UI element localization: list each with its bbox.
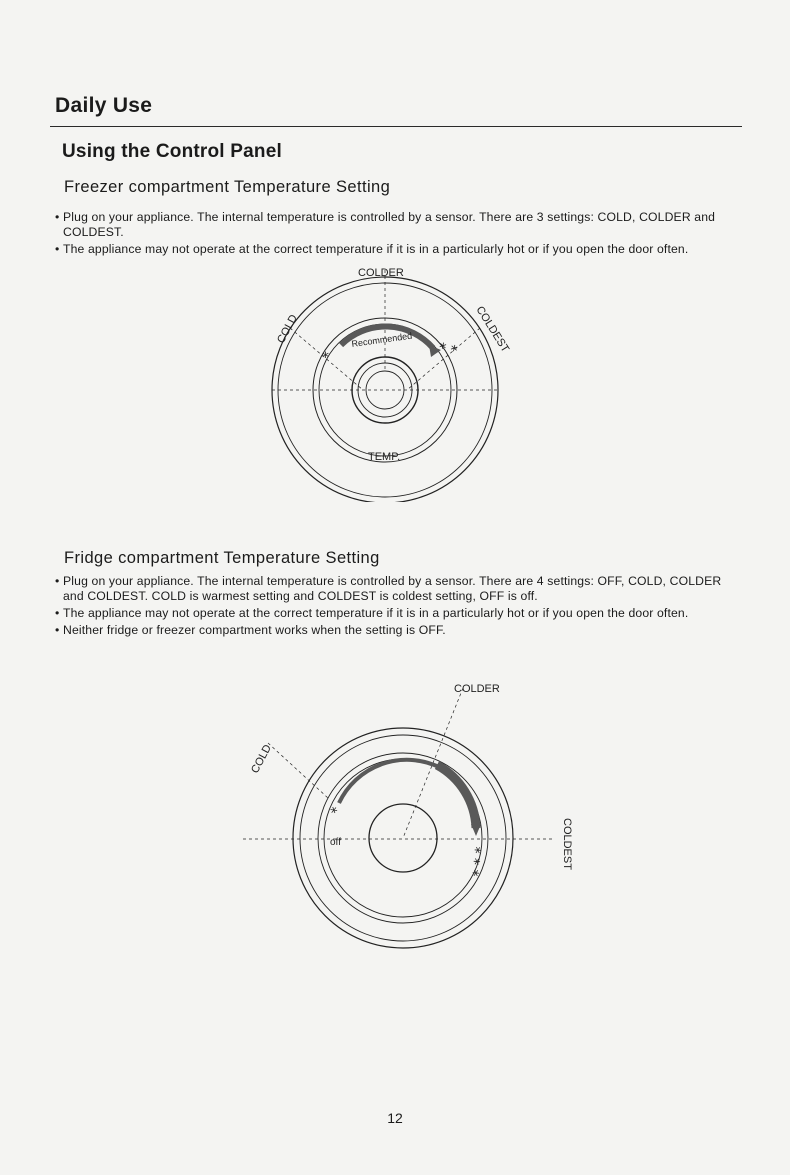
section-title: Daily Use: [55, 94, 153, 117]
fridge-dial-guide-line: [268, 743, 328, 798]
fridge-heading: Fridge compartment Temperature Setting: [64, 549, 380, 567]
page-number: 12: [387, 1110, 403, 1126]
freezer-label-colder: COLDER: [358, 267, 404, 279]
fridge-dial-ring: [318, 753, 488, 923]
control-panel-heading: Using the Control Panel: [62, 141, 282, 162]
freezer-mark-coldest: * *: [437, 340, 459, 360]
fridge-dial-knob: [369, 804, 437, 872]
fridge-setting-arc-wide: [437, 765, 476, 828]
fridge-bullet-list: [55, 574, 725, 640]
fridge-label-cold: COLD: [249, 742, 274, 776]
freezer-label-cold: COLD: [275, 312, 300, 346]
fridge-label-coldest: COLDEST: [561, 818, 573, 870]
fridge-label-off: off: [330, 837, 341, 848]
fridge-dial-diagram: [0, 678, 790, 968]
freezer-dial-outer-ring: [272, 277, 498, 502]
freezer-heading: Freezer compartment Temperature Setting: [64, 178, 391, 196]
fridge-setting-arc: [339, 760, 441, 803]
freezer-label-temp: TEMP.: [368, 451, 401, 463]
fridge-bullet: • Neither fridge or freezer compartment works when the setting is OFF.: [55, 623, 725, 638]
freezer-bullet-list: [55, 210, 725, 259]
freezer-bullet: • Plug on your appliance. The internal temperature is controlled by a sensor. There are 3 settings: COLD, COLDER and COLDEST.: [55, 210, 725, 240]
fridge-mark-coldest: * * *: [464, 845, 483, 877]
fridge-bullet: • Plug on your appliance. The internal temperature is controlled by a sensor. There are 4 settings: OFF, COLD, COLDER and COLDEST. COLD is warmest setting and COLDEST is coldest setting, OFF is off.: [55, 574, 725, 604]
freezer-label-coldest: COLDEST: [473, 304, 512, 355]
freezer-dial-diagram: [0, 262, 790, 502]
fridge-mark-cold: *: [328, 804, 341, 822]
freezer-bullet: • The appliance may not operate at the correct temperature if it is in a particularly hot or if you open the door often.: [55, 242, 725, 257]
fridge-bullet: • The appliance may not operate at the correct temperature if it is in a particularly hot or if you open the door often.: [55, 606, 725, 621]
fridge-setting-arrowhead: [471, 824, 481, 836]
freezer-label-recommended: Recommended: [350, 330, 413, 349]
fridge-label-colder: COLDER: [454, 683, 500, 695]
section-divider: [50, 126, 742, 127]
freezer-mark-cold: *: [322, 350, 329, 366]
